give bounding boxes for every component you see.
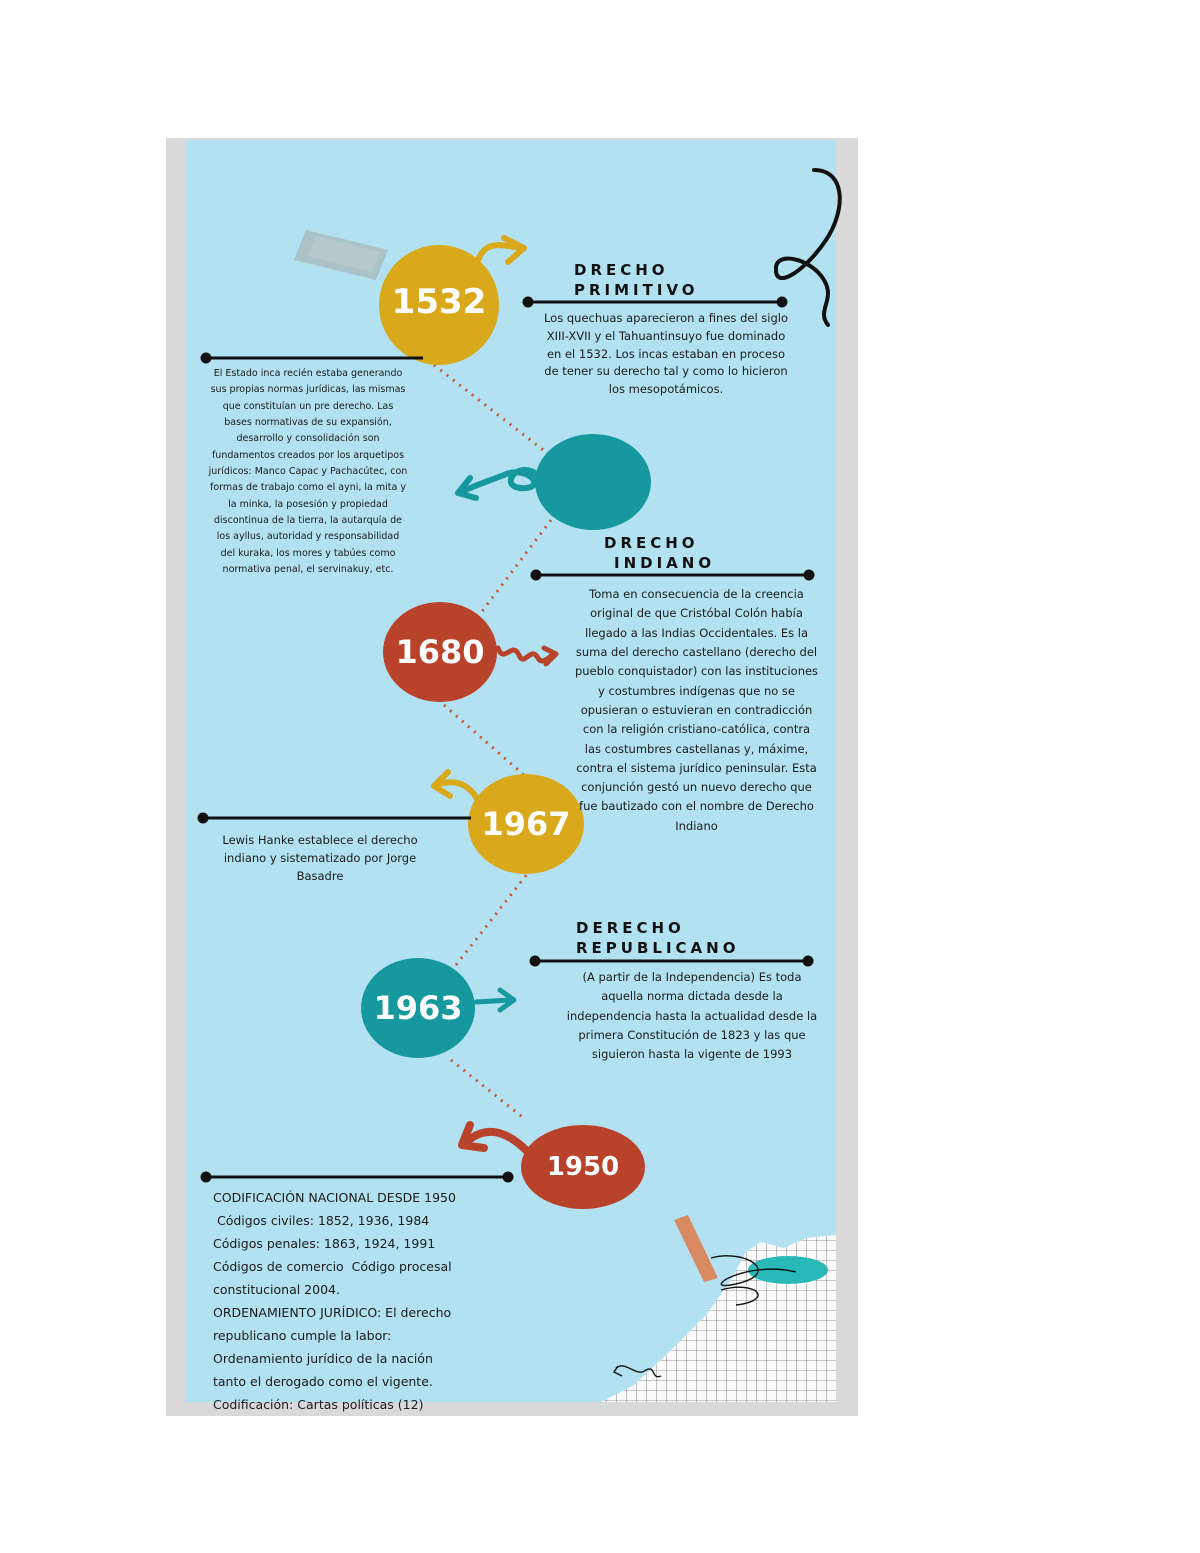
codificacion-line: Códigos civiles: 1852, 1936, 1984 xyxy=(213,1213,430,1228)
year-label: 1532 xyxy=(391,282,487,322)
indiano-body: Toma en consecuencia de la creencia original de que Cristóbal Colón había llegado a las Indias Occidentales. Es la suma del derecho castellano (derecho del pueblo conquistador) con las instituciones y costumbres indígenas que no se opusieran o estuvieran en contradicción con la religión cristiano-católica, contra las costumbres castellanas y, máxime, contra el sistema jurídico peninsular. Esta conjunción gestó un nuevo derecho que fue bautizado con el nombre de Derecho Indiano xyxy=(574,587,819,833)
republicano-body: (A partir de la Independencia) Es toda aquella norma dictada desde la independencia hasta la actualidad desde la primera Constitución de 1823 y las que siguieron hasta la vigente de 1993 xyxy=(566,970,818,1062)
arrow-1963 xyxy=(476,990,514,1010)
arrow-1967 xyxy=(434,772,478,800)
primitivo-body: Los quechuas aparecieron a fines del siglo XIII-XVII y el Tahuantinsuyo fue dominado en el 1532. Los incas estaban en proceso de tener su derecho tal y como lo hicieron los mesopotámicos. xyxy=(543,311,789,397)
year-label: 1680 xyxy=(395,633,485,671)
codificacion-line: Ordenamiento jurídico de la nación xyxy=(213,1351,433,1366)
year-label: 1967 xyxy=(481,805,571,843)
arrow-1950 xyxy=(462,1125,528,1152)
inca-note: El Estado inca recién estaba generando sus propias normas jurídicas, las mismas que constituían un pre derecho. Las bases normativas de su expansión, desarrollo y consolidación son fundamentos creados por los arquetipos jurídicos: Manco Capac y Pachacútec, con formas de trabajo como el ayni, la mita y la minka, la posesión y propiedad discontinua de la tierra, la autarquía de los ayllus, autoridad y responsabilidad del kuraka, los mores y tabúes como normativa penal, el servinakuy, etc. xyxy=(208,368,408,575)
codificacion-line: Códigos de comercio Código procesal xyxy=(213,1259,452,1274)
teal-circle xyxy=(535,434,651,530)
brush-decoration xyxy=(674,1215,718,1282)
section-title-republicano: DERECHO REPUBLICANO xyxy=(576,919,740,957)
codificacion-block xyxy=(213,1186,503,1416)
codificacion-line: tanto el derogado como el vigente. xyxy=(213,1374,433,1389)
codificacion-line: CODIFICACIÓN NACIONAL DESDE 1950 xyxy=(213,1190,456,1205)
codificacion-line: constitucional 2004. xyxy=(213,1282,340,1297)
arrow-teal xyxy=(458,470,538,498)
codificacion-line: Codificación: Cartas políticas (12) xyxy=(213,1397,424,1412)
hanke-note: Lewis Hanke establece el derecho indiano y sistematizado por Jorge Basadre xyxy=(222,833,418,883)
section-title-primitivo: DRECHO PRIMITIVO xyxy=(574,261,699,299)
timeline-poster xyxy=(186,140,836,1412)
codificacion-line: republicano cumple la labor: xyxy=(213,1328,392,1343)
arrow-1532 xyxy=(478,238,524,262)
year-label: 1950 xyxy=(546,1152,620,1182)
section-title-indiano: DRECHO INDIANO xyxy=(604,534,716,572)
codificacion-line: Códigos penales: 1863, 1924, 1991 xyxy=(213,1236,436,1251)
arrow-1680 xyxy=(498,648,556,664)
codificacion-line: ORDENAMIENTO JURÍDICO: El derecho xyxy=(213,1305,452,1320)
tape-decoration xyxy=(294,230,388,280)
year-label: 1963 xyxy=(373,989,463,1027)
